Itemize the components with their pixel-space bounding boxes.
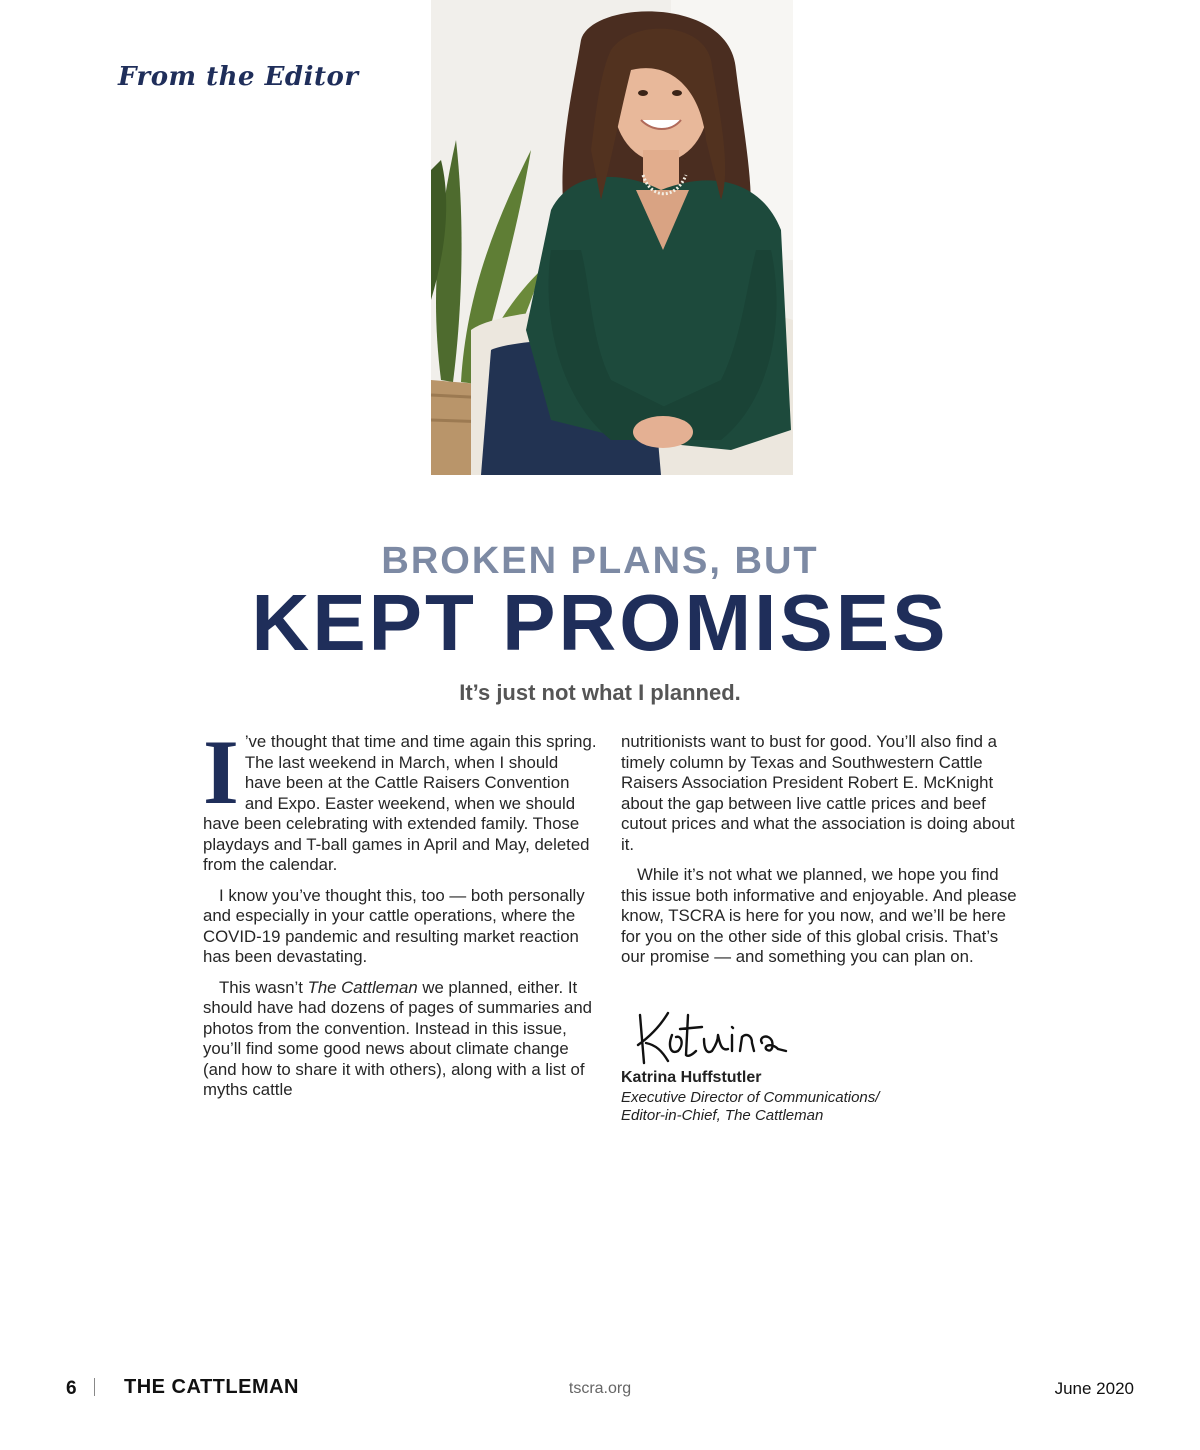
signer-title	[621, 1089, 879, 1125]
signer-title-line-2: Editor-in-Chief, The Cattleman	[621, 1107, 824, 1124]
footer-url[interactable]: tscra.org	[568, 1380, 632, 1397]
editor-signature	[632, 1005, 792, 1071]
signer-title-line-1: Executive Director of Communications/	[621, 1089, 880, 1106]
paragraph-3-before: This wasn’t	[219, 977, 308, 997]
headline-kicker: BROKEN PLANS, BUT	[381, 540, 819, 582]
issue-date: June 2020	[1054, 1379, 1134, 1398]
deck: It’s just not what I planned.	[459, 680, 741, 705]
paragraph-2: I know you’ve thought this, too — both personally and especially in your cattle operations, where the COVID-19 pandemic and resulting market reaction has been devastating.	[203, 885, 585, 966]
paragraph-1-text: ’ve thought that time and time again this spring. The last weekend in March, when I should have been at the Cattle Raisers Convention and Expo. Easter weekend, when we should have been celebrating with extended family. Those playdays and T-ball games in April and May, deleted from the calendar.	[203, 732, 597, 874]
paragraph-4: While it’s not what we planned, we hope you find this issue both informative and enjoyable. And please know, TSCRA is here for you now, and we’ll be here for you on the other side of this global crisis. That’s our promise — and something you can plan on.	[621, 865, 1017, 966]
signer-name: Katrina Huffstutler	[621, 1069, 762, 1086]
editor-photo	[431, 0, 793, 475]
paragraph-3-continued: nutritionists want to bust for good. You’ll also find a timely column by Texas and Southwestern Cattle Raisers Association President Robert E. McKnight about the gap between live cattle prices and beef cutout prices and what the association is doing about it.	[621, 732, 1015, 854]
headline-main: KEPT PROMISES	[251, 578, 949, 667]
paragraph-3	[203, 978, 599, 1101]
publication-name: THE CATTLEMAN	[124, 1376, 299, 1398]
body-column-left	[203, 721, 599, 1111]
paragraph-1	[203, 721, 599, 876]
section-label: From the Editor	[118, 62, 359, 92]
paragraph-3-after: we planned, either. It should have had dozens of pages of summaries and photos from the convention. Instead in this issue, you’ll find some good news about climate change (and how to share it with others), along with a list of myths cattle	[203, 977, 593, 1099]
publication-title-italic: The Cattleman	[307, 977, 418, 997]
page-number: 6	[66, 1378, 77, 1399]
body-column-right	[621, 732, 1017, 978]
editor-portrait-illustration	[431, 0, 793, 475]
drop-cap: I	[203, 721, 239, 823]
